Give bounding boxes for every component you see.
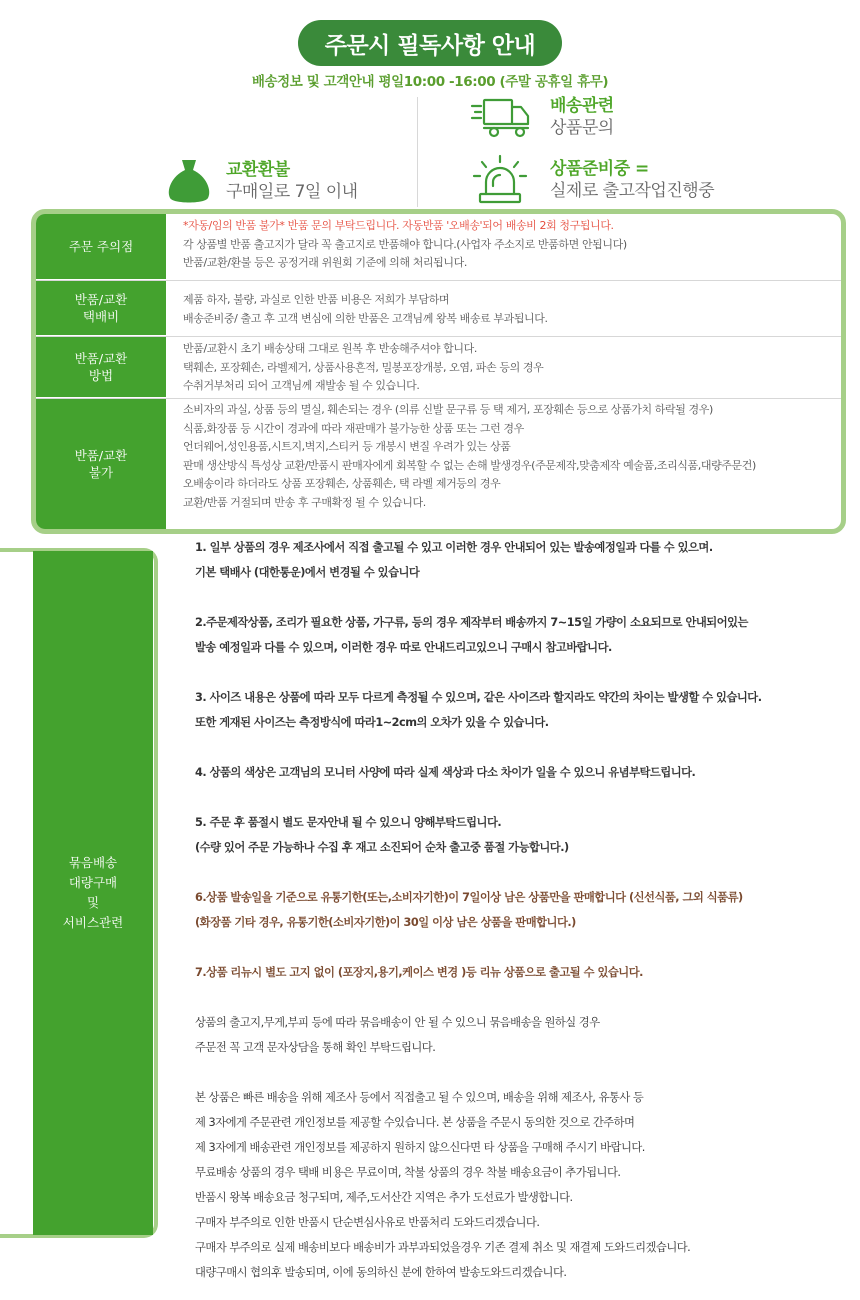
business-hours: 배송정보 및 고객안내 평일10:00 -16:00 (주말 공휴일 휴무) xyxy=(251,74,609,90)
delivery-truck-icon xyxy=(470,94,532,140)
guide-line: 또한 게재된 사이즈는 측정방식에 따라1~2cm의 오차가 있을 수 있습니다. xyxy=(195,716,549,729)
notice-label: 반품/교환 불가 xyxy=(36,399,166,529)
notice-body xyxy=(166,281,841,336)
notice-row-order xyxy=(36,214,841,281)
notice-line: 제품 하자, 불량, 과실로 인한 반품 비용은 저희가 부담하며 xyxy=(183,293,450,306)
notice-line: 교환/반품 거절되며 반송 후 구매확정 될 수 있습니다. xyxy=(183,495,426,509)
shipping-title: 배송관련 xyxy=(550,96,614,116)
notice-line: 반품/교환시 초기 배송상태 그대로 원복 후 반송해주셔야 합니다. xyxy=(183,342,477,355)
notice-line: 식품,화장품 등 시간이 경과에 따라 재판매가 불가능한 상품 또는 그런 경우 xyxy=(183,421,524,435)
notice-body xyxy=(166,399,841,529)
notice-line: 수취거부처리 되어 고객님께 재발송 될 수 있습니다. xyxy=(183,379,420,392)
notice-line: 각 상품별 반품 출고지가 달라 꼭 출고지로 반품해야 합니다.(사업자 주소지로 반품하면 안됩니다) xyxy=(183,237,627,251)
guide-line: (수량 있어 주문 가능하나 수집 후 재고 소진되어 순차 출고중 품절 가능합니다.) xyxy=(195,841,569,854)
guide-line-highlight: 7.상품 리뉴시 별도 고지 없이 (포장지,용기,케이스 변경 )등 리뉴 상품으로 출고될 수 있습니다. xyxy=(195,966,643,979)
exchange-info xyxy=(164,156,358,206)
guide-line: 1. 일부 상품의 경우 제조사에서 직접 출고될 수 있고 이러한 경우 안내되어 있는 발송예정일과 다를 수 있으며. xyxy=(195,541,713,554)
guide-line: 반품시 왕복 배송요금 청구되며, 제주,도서산간 지역은 추가 도선료가 발생합니다. xyxy=(195,1191,573,1204)
guide-line: 본 상품은 빠른 배송을 위해 제조사 등에서 직접출고 될 수 있으며, 배송을 위해 제조사, 유통사 등 xyxy=(195,1091,644,1104)
guide-line: 구매자 부주의로 실제 배송비보다 배송비가 과부과되었을경우 기존 결제 취소 및 재결제 도와드리겠습니다. xyxy=(195,1241,691,1254)
notice-table xyxy=(31,209,846,534)
notice-line: 판매 생산방식 특성상 교환/반품시 판매자에게 회복할 수 없는 손해 발생경우(주문제작,맞춤제작 예술품,조리식품,대량주문건) xyxy=(183,458,756,472)
guide-line: 5. 주문 후 품절시 별도 문자안내 될 수 있으니 양해부탁드립니다. xyxy=(195,816,502,829)
guide-line: 기본 택배사 (대한통운)에서 변경될 수 있습니다 xyxy=(195,566,420,579)
notice-row-return-fee xyxy=(36,281,841,337)
page-title: 주문시 필독사항 안내 xyxy=(298,20,562,66)
exchange-title: 교환환불 xyxy=(226,160,290,180)
notice-row-return-unavailable xyxy=(36,399,841,529)
notice-line: 소비자의 과실, 상품 등의 멸실, 훼손되는 경우 (의류 신발 문구류 등 택 제거, 포장훼손 등으로 상품가치 하락될 경우) xyxy=(183,403,713,416)
guide-line: 3. 사이즈 내용은 상품에 따라 모두 다르게 측정될 수 있으며, 같은 사이즈라 할지라도 약간의 차이는 발생할 수 있습니다. xyxy=(195,691,762,704)
guide-line: 주문전 꼭 고객 문자상담을 통해 확인 부탁드립니다. xyxy=(195,1041,436,1054)
notice-label: 주문 주의점 xyxy=(36,214,166,280)
notice-line: 택훼손, 포장훼손, 라벨제거, 상품사용흔적, 밀봉포장개봉, 오염, 파손 등의 경우 xyxy=(183,360,544,374)
notice-body xyxy=(166,337,841,398)
guide-line: 대량구매시 협의후 발송되며, 이에 동의하신 분에 한하여 발송도와드리겠습니다. xyxy=(195,1266,567,1279)
lower-section-label: 묶음배송 대량구매 및 서비스관련 xyxy=(33,551,153,1235)
guide-line: 상품의 출고지,무게,부피 등에 따라 묶음배송이 안 될 수 있으니 묶음배송을 원하실 경우 xyxy=(195,1016,600,1029)
notice-label: 반품/교환 방법 xyxy=(36,337,166,398)
exchange-sub: 구매일로 7일 이내 xyxy=(226,182,358,202)
guide-line: 4. 상품의 색상은 고객님의 모니터 사양에 따라 실제 색상과 다소 차이가 일을 수 있으니 유념부탁드립니다. xyxy=(195,766,696,779)
preparing-title: 상품준비중 = xyxy=(550,159,649,179)
notice-label: 반품/교환 택배비 xyxy=(36,281,166,336)
notice-body xyxy=(166,214,841,280)
guide-line: 제 3자에게 배송관련 개인정보를 제공하지 원하지 않으신다면 타 상품을 구매해 주시기 바랍니다. xyxy=(195,1141,645,1154)
guide-line-highlight: (화장품 기타 경우, 유통기한(소비자기한)이 30일 이상 남은 상품을 판매합니다.) xyxy=(195,916,576,929)
notice-line: 배송준비중/ 출고 후 고객 변심에 의한 반품은 고객님께 왕복 배송료 부과됩니다. xyxy=(183,311,548,325)
guide-line-highlight: 6.상품 발송일을 기준으로 유통기한(또는,소비자기한)이 7일이상 남은 상품만을 판매합니다 (신선식품, 그외 식품류) xyxy=(195,891,743,904)
header-divider xyxy=(417,97,418,207)
shipping-info xyxy=(470,94,614,140)
notice-row-return-method xyxy=(36,337,841,399)
shipping-sub: 상품문의 xyxy=(550,118,614,138)
guide-line: 구매자 부주의로 인한 반품시 단순변심사유로 반품처리 도와드리겠습니다. xyxy=(195,1216,540,1229)
guide-line: 2.주문제작상품, 조리가 필요한 상품, 가구류, 등의 경우 제작부터 배송까지 7~15일 가량이 소요되므로 안내되어있는 xyxy=(195,616,748,629)
guide-line: 제 3자에게 주문관련 개인정보를 제공할 수있습니다. 본 상품을 주문시 동의한 것으로 간주하며 xyxy=(195,1116,635,1129)
notice-line: 오배송이라 하더라도 상품 포장훼손, 상품훼손, 택 라벨 제거등의 경우 xyxy=(183,477,501,490)
preparing-sub: 실제로 출고작업진행중 xyxy=(550,181,715,201)
guide-line: 발송 예정일과 다를 수 있으며, 이러한 경우 따로 안내드리고있으니 구매시 참고바랍니다. xyxy=(195,641,612,654)
guide-line: 무료배송 상품의 경우 택배 비용은 무료이며, 착불 상품의 경우 착불 배송요금이 추가됩니다. xyxy=(195,1166,621,1179)
notice-line: 반품/교환/환불 등은 공정거래 위원회 기준에 의해 처리됩니다. xyxy=(183,256,467,269)
notice-line: *자동/임의 반품 불가* 반품 문의 부탁드립니다. 자동반품 '오배송'되어 배송비 2회 청구됩니다. xyxy=(183,219,614,232)
notice-line: 언더웨어,성인용품,시트지,벽지,스티커 등 개봉시 변질 우려가 있는 상품 xyxy=(183,440,511,453)
preparing-info xyxy=(468,154,714,206)
siren-icon xyxy=(468,154,532,206)
money-bag-icon xyxy=(164,156,214,206)
